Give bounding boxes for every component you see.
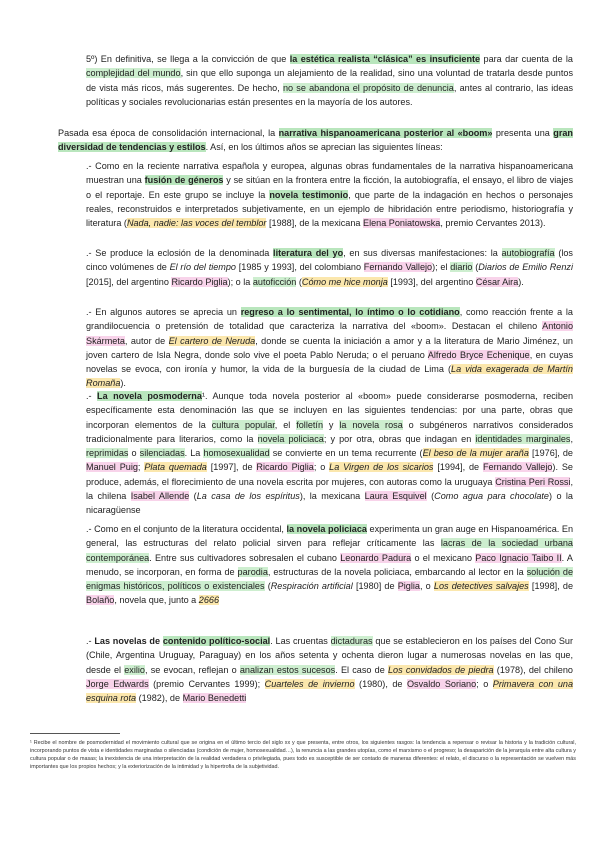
italic-title: La casa de los espíritus <box>196 491 300 502</box>
highlight-green: folletín <box>296 419 324 430</box>
highlight-green: la novela rosa <box>339 419 403 430</box>
highlight-green: cultura popular <box>211 419 275 430</box>
text-run: , como reacción frente a la grandilocuencia o pretensión de totalidad que caracteriza la narrativa del «boom». Destacan el chileno <box>86 307 573 332</box>
footnote: ¹ Recibe el nombre de posmodernidad el movimiento cultural que se origina en el último tercio del siglo xx y que presenta, entre otros, los siguientes rasgos: la tendencia a repensar o revisar la historia y la tradición cultural, incorporando puntos de vista e identidades marginadas o silenciadas (condición de mujer, homosexualidad…), la renuncia a las grandes utopías, como el marxismo o el progreso; la desaparición de la jerarquía entre alta cultura y cultura popular o de masas; la inexistencia de una interpretación de la realidad verdadera o privilegiada, pues todo es susceptible de ser contado de maneras diferentes: el relato, el discurso o la representación se vuelven más importantes que los propios hechos; y la exteriorización de la intimidad y la hipertrofia de la subjetividad. <box>30 740 576 771</box>
highlight-pink-author: Isabel Allende <box>130 491 190 502</box>
highlight-pink-author: Ricardo Piglia <box>171 276 228 287</box>
highlight-pink-author: Bolaño <box>86 595 115 606</box>
highlight-yellow-title: Cuarteles de invierno <box>264 678 355 689</box>
text-run: 5º) En definitiva, se llega a la convicción de que <box>86 54 290 64</box>
highlight-green: fusión de géneros <box>144 175 224 186</box>
paragraph-policiaca <box>86 522 573 608</box>
text-run: (premio Cervantes 1999); <box>148 678 265 689</box>
text-run: , sin que ello suponga un alejamiento de la realidad, sino una voluntad de tratarla desde puntos de vista más ricos, más sugerentes. De hecho, <box>86 68 573 93</box>
text-run: [2015], del argentino <box>86 276 172 287</box>
highlight-pink-author: Alfredo Bryce Echenique <box>427 349 530 360</box>
text-run: (1982), de <box>136 693 183 704</box>
text-run: .- <box>86 391 98 401</box>
highlight-green: no se abandona el propósito de denuncia <box>282 82 454 93</box>
text-run: para dar cuenta de la <box>480 54 573 64</box>
text-run: . Entre sus cultivadores sobresalen el cubano <box>149 552 341 563</box>
highlight-yellow-title: 2666 <box>198 595 219 606</box>
highlight-pink-author: Leonardo Padura <box>340 552 412 563</box>
text-run: Pasada esa época de consolidación internacional, la <box>58 128 279 138</box>
highlight-green: novela testimonio <box>269 189 349 200</box>
text-run: o <box>128 448 140 459</box>
text-run: ) o la nicaragüense <box>86 491 573 516</box>
highlight-pink-author: Fernando Vallejo <box>363 262 433 273</box>
highlight-green: identidades marginales <box>475 433 571 444</box>
text-run: , o <box>419 581 434 592</box>
text-run: ). <box>518 276 524 287</box>
text-run: ); el <box>432 262 451 273</box>
text-run: (1980), de <box>354 678 407 689</box>
paragraph-intro <box>58 126 573 155</box>
highlight-green: silenciadas <box>139 448 185 459</box>
text-run: , que parte de la indagación en hechos o personajes reales, reconstruidos e interpretados subjetivamente, en un ejemplo de hibridación entre periodismo, historiografía y literatura ( <box>86 189 573 229</box>
text-run: y se sitúan en la frontera entre la ficción, la autobiografía, el ensayo, el libro de viajes o el reportaje. En este grupo se incluye la <box>86 175 573 200</box>
text-run: , <box>570 433 574 444</box>
text-run: (los cinco volúmenes de <box>86 248 573 273</box>
text-run: [1993], del argentino <box>387 276 476 287</box>
paragraph-literatura-yo <box>86 246 573 289</box>
highlight-yellow-title: La Virgen de los sicarios <box>329 462 434 473</box>
footnote-divider <box>30 733 120 734</box>
text-run: ¹. Aunque toda novela posterior al «boom» puede considerarse posmoderna, reciben específicamente esta denominación las que se incluyen en las siguientes tendencias: por una parte, obras que incorporan elementos de la <box>86 391 573 430</box>
highlight-green: La novela posmoderna <box>97 391 202 401</box>
highlight-green: la novela policiaca <box>286 524 367 534</box>
text-run: ; <box>137 462 145 473</box>
highlight-green: complejidad del mundo <box>86 68 181 79</box>
text-run: . Las cruentas <box>270 636 331 646</box>
text-run: presenta una <box>492 128 554 138</box>
highlight-pink-author: Manuel Puig <box>86 462 138 473</box>
highlight-pink-author: Elena Poniatowska <box>363 218 441 229</box>
highlight-yellow-title: Plata quemada <box>144 462 207 473</box>
text-run: [1998], de <box>528 581 574 592</box>
text-run: , el <box>274 419 297 430</box>
highlight-pink-author: Ricardo Piglia <box>256 462 314 473</box>
text-run: [1985 y 1993], del colombiano <box>236 262 364 273</box>
text-run: ), la mexicana <box>299 491 365 502</box>
highlight-green: gran diversidad de tendencias y estilos <box>58 128 573 153</box>
text-run: ( <box>472 262 479 273</box>
paragraph-posmoderna <box>86 389 573 518</box>
text-run: [1994], de <box>433 462 483 473</box>
highlight-pink-author: Mario Benedetti <box>182 693 247 704</box>
highlight-green: analizan estos sucesos <box>239 664 336 675</box>
italic-title: Diarios de Emilio Renzi <box>478 262 573 273</box>
text-run: . El caso de <box>335 664 388 675</box>
highlight-green: regreso a lo sentimental, lo íntimo o lo cotidiano <box>240 307 460 317</box>
highlight-pink-author: Paco Ignacio Taibo II <box>475 552 562 563</box>
text-run: . A menudo, se incorporan, en forma de <box>86 552 574 577</box>
highlight-pink-author: Jorge Edwards <box>86 678 149 689</box>
highlight-green: lacras de la sociedad urbana contemporánea <box>86 538 573 563</box>
italic-title: El río del tiempo <box>169 262 236 273</box>
text-run: ( <box>296 276 302 287</box>
highlight-green: reprimidas <box>86 448 129 459</box>
highlight-pink-author: César Aira <box>475 276 519 287</box>
highlight-green: contenido político-social <box>162 636 271 646</box>
highlight-green: autoficción <box>252 276 297 287</box>
paragraph-point-5 <box>86 52 573 109</box>
text-run: ). Se produce, además, el florecimiento de una novela escrita por mujeres, con autoras como la uruguaya <box>86 462 573 487</box>
text-run: ( <box>264 581 271 592</box>
text-run: experimenta un gran auge en Hispanoamérica. En general, las estructuras del relato policial sirven para reflejar críticamente las <box>86 524 573 549</box>
text-run: [1997], de <box>206 462 257 473</box>
text-run: ); o la <box>227 276 253 287</box>
text-run: , en cuyas novelas se evoca, con ironía y humor, la vida de la burguesía de la ciudad de Lima ( <box>86 349 573 375</box>
highlight-pink-author: Osvaldo Soriano <box>406 678 477 689</box>
highlight-pink-author: Antonio Skármeta <box>86 321 573 346</box>
paragraph-fusion-generos <box>86 159 573 230</box>
text-run: , premio Cervantes 2013). <box>440 218 546 229</box>
highlight-green: parodia <box>237 566 268 577</box>
text-run: [1988], de la mexicana <box>266 218 364 229</box>
highlight-pink-author: Piglia <box>397 581 420 592</box>
text-run: , novela que, junto a <box>114 595 199 606</box>
text-run: o el mexicano <box>411 552 476 563</box>
highlight-green: exilio <box>124 664 145 675</box>
text-run: .- Como en la reciente narrativa española y europea, algunas obras fundamentales de la narrativa hispanoamericana muestran una <box>86 161 573 186</box>
text-run: ( <box>189 491 197 502</box>
text-run: , la chilena <box>86 476 573 502</box>
highlight-green: literatura del yo <box>273 248 344 258</box>
highlight-green: la estética realista “clásica” es insuficiente <box>289 54 481 64</box>
text-run: . Así, en los últimos años se aprecian las siguientes líneas: <box>205 142 443 153</box>
text-run: ; o <box>313 462 330 473</box>
text-run: ; o <box>476 678 493 689</box>
highlight-yellow-title: Primavera con una esquina rota <box>86 678 574 704</box>
highlight-green: dictaduras <box>330 636 373 646</box>
highlight-green: autobiografía <box>501 248 555 258</box>
text-run: que se establecieron en los países del Cono Sur (Chile, Argentina Uruguay, Paraguay) en los años setenta y ochenta dieron lugar a numerosas novelas en las que, desde el <box>86 636 574 675</box>
highlight-pink-author: Cristina Peri Rossi <box>495 476 571 487</box>
text-run: . La <box>184 448 204 459</box>
highlight-pink-author: Laura Esquivel <box>364 491 427 502</box>
highlight-green: narrativa hispanoamericana posterior al «boom» <box>278 128 493 138</box>
text-run: , se evocan, reflejan o <box>144 664 240 675</box>
text-run: se convierte en un tema recurrente ( <box>269 448 423 459</box>
highlight-green: novela policiaca <box>257 433 324 444</box>
text-run: .- En algunos autores se aprecia un <box>86 307 241 317</box>
highlight-yellow-title: El beso de la mujer araña <box>422 448 529 459</box>
text-run: , autor de <box>124 335 169 346</box>
text-run: ). <box>120 378 126 389</box>
highlight-green: homosexualidad <box>203 448 270 459</box>
highlight-yellow-title: El cartero de Neruda <box>168 335 256 346</box>
italic-title: Respiración artificial <box>270 581 353 592</box>
text-run: , estructuras de la novela policiaca, embarcando al lector en la <box>267 566 527 577</box>
text-run: .- Como en el conjunto de la literatura occidental, <box>86 524 287 534</box>
text-run: .- Se produce la eclosión de la denominada <box>86 248 274 258</box>
highlight-green: diario <box>450 262 473 273</box>
text-run: [1976], de <box>528 448 573 459</box>
text-run: , antes al contrario, las ideas políticas y sociales revolucionarias están presentes en la mayoría de los autores. <box>86 82 574 107</box>
text-run: ( <box>426 491 435 502</box>
highlight-yellow-title: Los detectives salvajes <box>433 581 529 592</box>
italic-title: Como agua para chocolate <box>434 491 549 502</box>
highlight-pink-author: Fernando Vallejo <box>483 462 553 473</box>
highlight-green: solución de enigmas históricos, políticos o existenciales <box>86 566 574 592</box>
text-run: y <box>323 419 340 430</box>
bold-text: Las novelas de <box>94 636 163 646</box>
text-run: ; y por otra, obras que indagan en <box>323 433 476 444</box>
highlight-yellow-title: Nada, nadie: las voces del temblor <box>126 218 267 229</box>
highlight-yellow-title: La vida exagerada de Martín Romaña <box>86 364 573 389</box>
highlight-yellow-title: Cómo me hice monja <box>301 276 388 287</box>
paragraph-politico-social <box>86 634 573 705</box>
text-run: , en sus diversas manifestaciones: la <box>343 248 502 258</box>
text-run: .- <box>86 636 95 646</box>
text-run: [1980] de <box>352 581 398 592</box>
text-run: (1978), del chileno <box>493 664 573 675</box>
highlight-yellow-title: Los convidados de piedra <box>387 664 494 675</box>
text-run: , donde se cuenta la iniciación a amor y a la literatura de Mario Jiménez, un joven cartero de Isla Negra, donde solo vive el poeta Pablo Neruda; o el peruano <box>86 335 573 360</box>
text-run: o subgéneros narrativos considerados tradicionalmente para literarios, como la <box>86 419 573 444</box>
paragraph-sentimental <box>86 305 573 391</box>
